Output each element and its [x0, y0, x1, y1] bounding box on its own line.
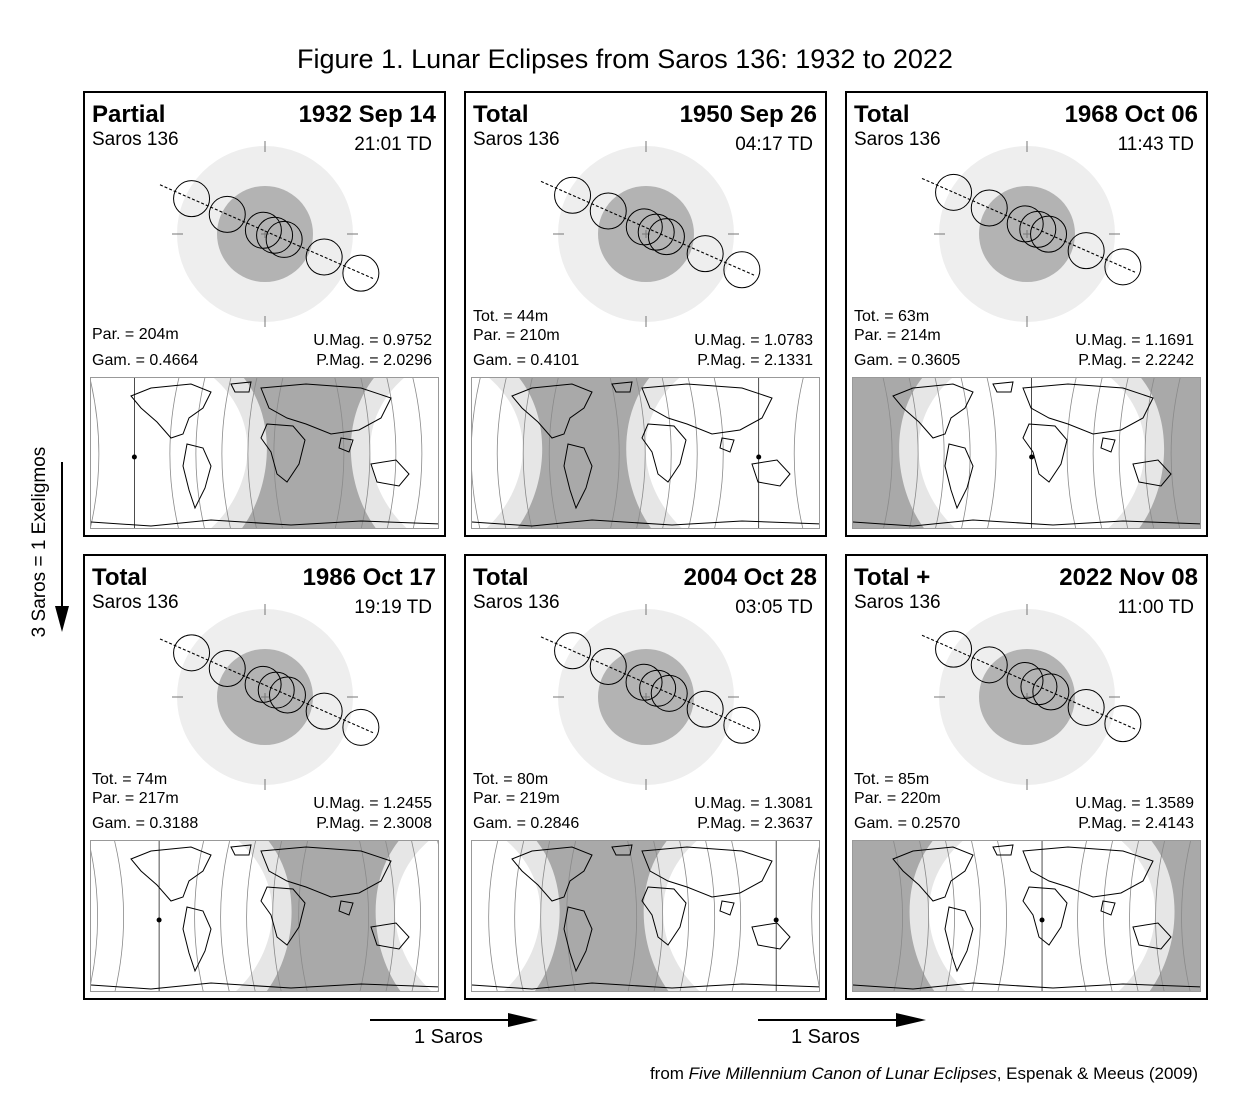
- contact-curve: [987, 378, 996, 529]
- continent-outline: [752, 923, 790, 949]
- greatest-eclipse-marker: [1029, 455, 1034, 460]
- contact-curve: [688, 378, 697, 529]
- total-duration: Tot. = 80m: [473, 771, 549, 788]
- continent-outline: [1101, 438, 1115, 452]
- contact-curve: [812, 841, 820, 992]
- umbral-magnitude: U.Mag. = 1.1691: [1075, 332, 1194, 349]
- penumbral-magnitude: P.Mag. = 2.4143: [1078, 815, 1194, 832]
- continent-outline: [993, 845, 1013, 855]
- world-map: [853, 841, 1201, 992]
- contact-curve: [1130, 841, 1139, 992]
- partial-duration: Par. = 210m: [473, 327, 560, 344]
- continent-outline: [993, 382, 1013, 392]
- visibility-map: [471, 377, 820, 529]
- eclipse-time: 11:00 TD: [1117, 597, 1194, 618]
- contact-curve: [222, 378, 231, 529]
- partial-duration: Par. = 219m: [473, 790, 560, 807]
- contact-curve: [1067, 378, 1076, 529]
- eclipse-type: Partial: [92, 101, 166, 128]
- continent-outline: [752, 460, 790, 486]
- eclipse-date: 1950 Sep 26: [679, 101, 817, 128]
- eclipse-type: Total: [473, 101, 529, 128]
- eclipse-type: Total +: [854, 564, 931, 591]
- umbral-magnitude: U.Mag. = 1.2455: [313, 795, 432, 812]
- total-duration: Tot. = 85m: [854, 771, 930, 788]
- contact-curve: [732, 841, 741, 992]
- gamma-value: Gam. = 0.3188: [92, 815, 199, 832]
- continent-outline: [183, 907, 211, 971]
- greatest-eclipse-marker: [756, 455, 761, 460]
- contact-curve: [662, 378, 671, 529]
- penumbral-magnitude: P.Mag. = 2.0296: [316, 352, 432, 369]
- saros-number: Saros 136: [473, 592, 560, 613]
- eclipse-time: 04:17 TD: [735, 134, 813, 155]
- world-map: [91, 841, 439, 992]
- contact-curve: [972, 841, 981, 992]
- visibility-map: [90, 840, 439, 992]
- moon-disk: [343, 255, 379, 291]
- gamma-value: Gam. = 0.2846: [473, 815, 580, 832]
- continent-outline: [1023, 384, 1153, 434]
- eclipse-panel: [845, 91, 1208, 537]
- gamma-value: Gam. = 0.2570: [854, 815, 961, 832]
- greatest-eclipse-marker: [157, 918, 162, 923]
- contact-curve: [221, 841, 230, 992]
- figure-title: Figure 1. Lunar Eclipses from Saros 136: 1932 to 2022: [297, 44, 953, 74]
- continent-outline: [1023, 887, 1067, 945]
- eclipse-date: 1968 Oct 06: [1064, 101, 1198, 128]
- contact-curve: [115, 841, 124, 992]
- contact-curve: [1078, 841, 1087, 992]
- contact-curve: [91, 378, 99, 529]
- penumbral-magnitude: P.Mag. = 2.1331: [697, 352, 813, 369]
- saros-number: Saros 136: [854, 592, 941, 613]
- penumbral-magnitude: P.Mag. = 2.2242: [1078, 352, 1194, 369]
- contact-curve: [706, 841, 715, 992]
- moon-disk: [1105, 249, 1141, 285]
- eclipse-panel: [464, 554, 827, 1000]
- contact-curve: [935, 378, 944, 529]
- world-map: [472, 841, 820, 992]
- partial-duration: Par. = 204m: [92, 326, 179, 343]
- contact-curve: [794, 378, 803, 529]
- eclipse-date: 2004 Oct 28: [683, 564, 817, 591]
- eclipse-date: 1986 Oct 17: [302, 564, 436, 591]
- contact-curve: [247, 841, 256, 992]
- umbral-magnitude: U.Mag. = 1.3589: [1075, 795, 1194, 812]
- contact-curve: [497, 378, 506, 529]
- saros-arrow-label-2: 1 Saros: [791, 1026, 860, 1048]
- eclipse-panel: [83, 554, 446, 1000]
- continent-outline: [720, 438, 734, 452]
- contact-curve: [489, 841, 498, 992]
- eclipse-type: Total: [473, 564, 529, 591]
- continent-outline: [1023, 424, 1067, 482]
- exeligmos-label: 3 Saros = 1 Exeligmos: [29, 446, 50, 638]
- greatest-eclipse-marker: [132, 455, 137, 460]
- continent-outline: [720, 901, 734, 915]
- contact-curve: [714, 378, 723, 529]
- eclipse-time: 19:19 TD: [354, 597, 432, 618]
- umbral-magnitude: U.Mag. = 1.3081: [694, 795, 813, 812]
- continent-outline: [131, 847, 211, 901]
- eclipse-date: 2022 Nov 08: [1059, 564, 1198, 591]
- moon-disk: [343, 709, 379, 745]
- contact-curve: [1119, 378, 1128, 529]
- greatest-eclipse-marker: [1040, 918, 1045, 923]
- contact-curve: [1093, 378, 1102, 529]
- source-prefix: from: [649, 1064, 689, 1083]
- gamma-value: Gam. = 0.4101: [473, 352, 580, 369]
- contact-curve: [1104, 841, 1113, 992]
- world-map: [472, 378, 820, 529]
- total-duration: Tot. = 74m: [92, 771, 168, 788]
- continent-outline: [1101, 901, 1115, 915]
- visibility-map: [471, 840, 820, 992]
- partial-duration: Par. = 214m: [854, 327, 941, 344]
- contact-curve: [680, 841, 689, 992]
- umbral-magnitude: U.Mag. = 1.0783: [694, 332, 813, 349]
- source-book-title: Five Millennium Canon of Lunar Eclipses: [688, 1064, 997, 1083]
- eclipse-type: Total: [92, 564, 148, 591]
- source-credit: [650, 1064, 1198, 1084]
- saros-number: Saros 136: [92, 592, 179, 613]
- eclipse-panel: [83, 91, 446, 537]
- contact-curve: [413, 378, 422, 529]
- contact-curve: [387, 378, 396, 529]
- exeligmos-arrow: [52, 460, 72, 635]
- umbral-magnitude: U.Mag. = 0.9752: [313, 332, 432, 349]
- world-map: [853, 378, 1201, 529]
- visibility-map: [852, 377, 1201, 529]
- saros-arrow-label-1: 1 Saros: [414, 1026, 483, 1048]
- eclipse-time: 21:01 TD: [354, 134, 432, 155]
- saros-number: Saros 136: [92, 129, 179, 150]
- eclipse-time: 11:43 TD: [1117, 134, 1194, 155]
- contact-curve: [438, 841, 439, 992]
- visibility-map: [852, 840, 1201, 992]
- eclipse-panel: [845, 554, 1208, 1000]
- greatest-eclipse-marker: [774, 918, 779, 923]
- gamma-value: Gam. = 0.3605: [854, 352, 961, 369]
- continent-outline: [371, 460, 409, 486]
- contact-curve: [412, 841, 421, 992]
- world-map: [91, 378, 439, 529]
- contact-curve: [998, 841, 1007, 992]
- contact-curve: [472, 378, 480, 529]
- eclipse-panel: [464, 91, 827, 537]
- partial-duration: Par. = 220m: [854, 790, 941, 807]
- continent-outline: [1023, 847, 1153, 897]
- contact-curve: [196, 378, 205, 529]
- saros-number: Saros 136: [854, 129, 941, 150]
- eclipse-type: Total: [854, 101, 910, 128]
- continent-outline: [945, 907, 973, 971]
- visibility-map: [90, 377, 439, 529]
- continent-outline: [945, 444, 973, 508]
- source-suffix: , Espenak & Meeus (2009): [996, 1064, 1198, 1083]
- saros-number: Saros 136: [473, 129, 560, 150]
- contact-curve: [91, 841, 98, 992]
- partial-duration: Par. = 217m: [92, 790, 179, 807]
- eclipse-date: 1932 Sep 14: [298, 101, 436, 128]
- penumbral-magnitude: P.Mag. = 2.3008: [316, 815, 432, 832]
- total-duration: Tot. = 44m: [473, 308, 549, 325]
- gamma-value: Gam. = 0.4664: [92, 352, 199, 369]
- penumbral-magnitude: P.Mag. = 2.3637: [697, 815, 813, 832]
- total-duration: Tot. = 63m: [854, 308, 930, 325]
- contact-curve: [170, 378, 179, 529]
- eclipse-time: 03:05 TD: [735, 597, 813, 618]
